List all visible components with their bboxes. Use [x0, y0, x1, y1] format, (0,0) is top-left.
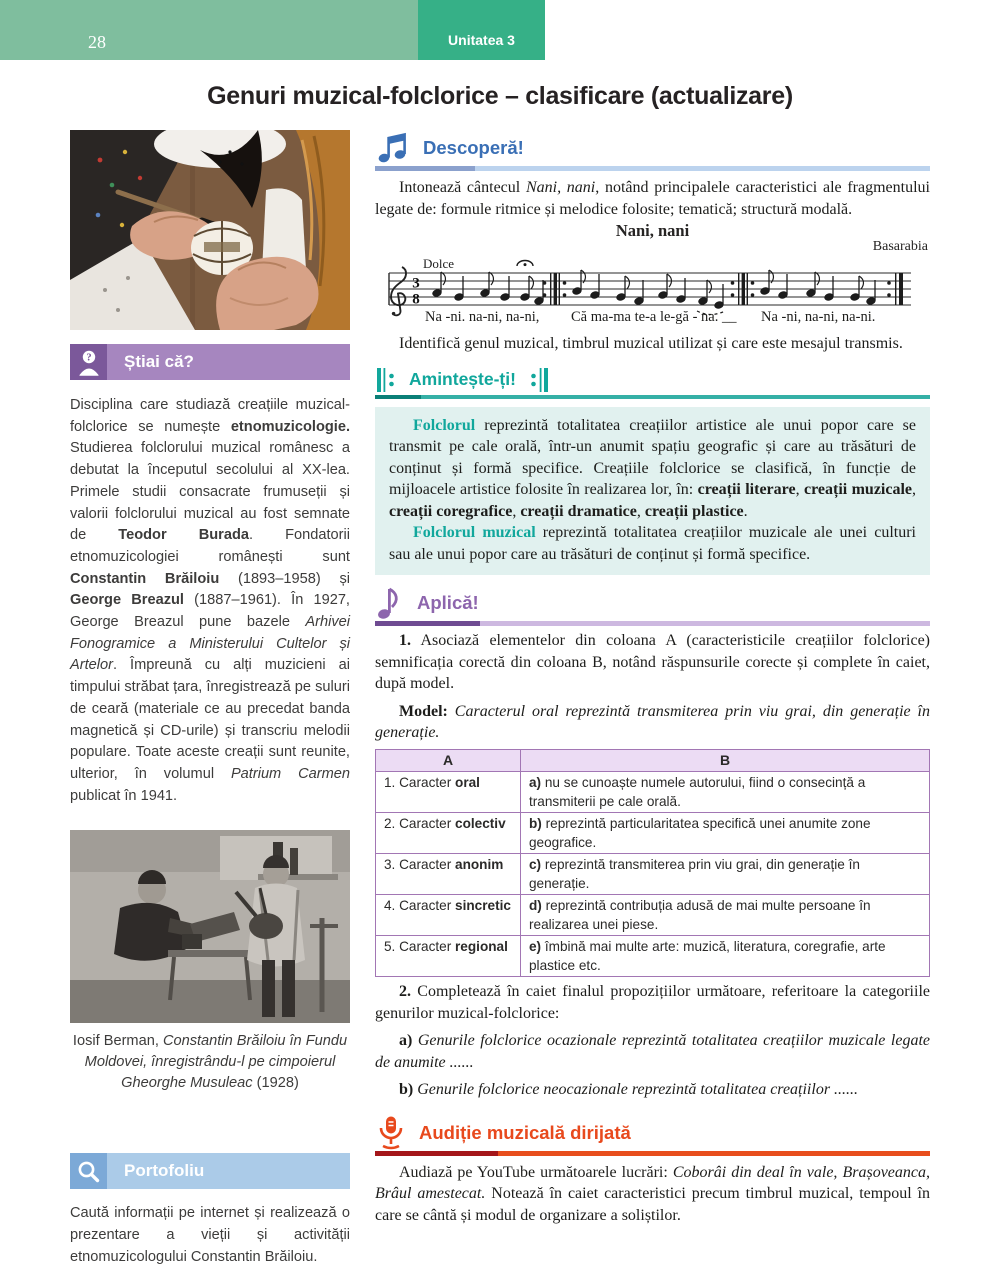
treble-clef	[391, 267, 406, 315]
cell-a4: 4. Caracter sincretic	[376, 895, 521, 936]
time-signature-bottom: 8	[412, 291, 420, 308]
left-column	[70, 130, 350, 1268]
table-row	[376, 813, 930, 854]
matching-table	[375, 749, 930, 978]
eighth-note-icon	[375, 585, 405, 621]
column-a-header: A	[376, 749, 521, 772]
cell-a2: 2. Caracter colectiv	[376, 813, 521, 854]
magnifier-icon	[70, 1153, 107, 1189]
portfolio-section-header	[70, 1153, 350, 1189]
table-header-row	[376, 749, 930, 772]
table-row	[376, 772, 930, 813]
table-row	[376, 854, 930, 895]
lyrics-phrase-3: Na -ni, na-ni, na-ni.	[761, 309, 876, 325]
cell-a3: 3. Caracter anonim	[376, 854, 521, 895]
header-band	[0, 0, 418, 60]
microphone-icon	[375, 1115, 407, 1151]
cell-b4: d) reprezintă contribuția adusă de mai multe persoane în realizarea unei piese.	[521, 895, 930, 936]
cell-a1: 1. Caracter oral	[376, 772, 521, 813]
page-number: 28	[88, 32, 106, 52]
know-paragraph: Disciplina care studiază creațiile muzical-folclorice se numește etnomuzicologie. Studierea folclorului muzical românesc a debutat la începutul secolului al XX-lea. Primele studii consacrate frumuseții și valorii folclorului muzical au fost semnate de Teodor Burada. Fondatorii etnomuzicologiei românești sunt Constantin Brăiloiu (1893–1958) și George Breazul (1887–1961). În 1927, George Breazul pune bazele Arhivei Fonogramice a Ministerului Cultelor și Artelor. Împreună cu alți muzicieni ai timpului străbat țara, înregistrează pe suluri de ceară (materiale ce au precedat banda magnetică și CD-urile) și transcriu melodii populare. Toate aceste creații sunt reunite, ulterior, în volumul Patrium Carmen publicat în 1941.	[70, 397, 350, 804]
discover-section-header	[375, 130, 930, 166]
apply-section-header	[375, 585, 930, 621]
portfolio-paragraph: Caută informații pe internet și realizează o prezentare a vieții și activității etnomuzicologului Constantin Brăiloiu.	[70, 1205, 350, 1265]
audition-section-header	[375, 1115, 930, 1151]
sheet-music	[375, 257, 920, 329]
table-row	[376, 895, 930, 936]
remember-box	[375, 407, 930, 576]
cell-b3: c) reprezintă transmiterea prin viu grai, din generație în generație.	[521, 854, 930, 895]
remember-section-header	[375, 365, 930, 395]
cell-b5: e) îmbină mai multe arte: muzică, literatura, coregrafie, arte plastice etc.	[521, 936, 930, 977]
remember-underline	[375, 395, 930, 399]
repeat-sign-close-icon	[528, 367, 550, 393]
right-column	[375, 130, 930, 1226]
discover-section-title: Descoperă!	[423, 137, 524, 158]
cell-a5: 5. Caracter regional	[376, 936, 521, 977]
cell-b1: a) nu se cunoaște numele autorului, fiind o consecință a transmiterii pe cale orală.	[521, 772, 930, 813]
remember-paragraph-2: Folclorul muzical reprezintă totalitatea creațiilor muzicale ale unei culturi sau ale unui popor care au trăsături de conținut și formă specifice.	[389, 524, 916, 563]
exercise-2: 2. Completează în caiet finalul propozițiilor următoare, referitoare la categoriile genurilor muzical-folclorice:	[375, 983, 930, 1022]
exercise-2b: b) Genurile folclorice neocazionale reprezintă totalitatea creațiilor ......	[399, 1081, 859, 1099]
question-glyph: ?	[85, 352, 92, 364]
tempo-marking: Dolce	[423, 257, 455, 271]
page-header	[0, 0, 1000, 60]
exercise-1-model: Model: Caracterul oral reprezintă transmiterea prin viu grai, din generație în generație.	[375, 702, 930, 741]
exercise-2a: a) Genurile folclorice ocazionale reprezintă totalitatea creațiilor muzicale legate de anumite ......	[375, 1032, 930, 1071]
song-title: Nani, nani	[615, 221, 690, 240]
apply-underline	[375, 621, 930, 626]
unit-tab: Unitatea 3	[418, 0, 545, 60]
know-section-title: Știai că?	[107, 344, 350, 380]
audition-underline	[375, 1151, 930, 1156]
remember-section-title: Amintește-ți!	[409, 369, 516, 389]
lyrics-phrase-1: Na -ni. na-ni, na-ni,	[425, 309, 540, 325]
discover-intro: Intonează cântecul Nani, nani, notând principalele caracteristici ale fragmentului legate de: formule ritmice și melodice folosite; tematică; structură modală.	[375, 179, 930, 218]
time-signature-top: 3	[412, 275, 420, 292]
column-b-header: B	[521, 749, 930, 772]
lyrics-phrase-2: Că ma-ma te-a le-gă - na. __	[571, 309, 737, 325]
photo-egg-decorating	[70, 130, 350, 330]
audition-section-title: Audiție muzicală dirijată	[419, 1121, 631, 1143]
discover-underline	[375, 166, 930, 171]
know-section-header	[70, 344, 350, 380]
audition-paragraph: Audiază pe YouTube următoarele lucrări: Coborâi din deal în vale, Brașoveanca, Brâul amestecat. Notează în caiet caracteristici precum timbrul muzical, tempoul în care se cântă și modul de organizare a soliștilor.	[375, 1163, 931, 1224]
table-row	[376, 936, 930, 977]
person-question-icon	[70, 344, 107, 380]
photo2-caption: Iosif Berman, Constantin Brăiloiu în Fundu Moldovei, înregistrându-l pe cimpoierul Gheorghe Musuleac (1928)	[72, 1033, 348, 1092]
repeat-sign-open-icon	[375, 367, 397, 393]
apply-section-title: Aplică!	[417, 592, 479, 613]
remember-paragraph-1: Folclorul reprezintă totalitatea creațiilor artistice ale unui popor care se transmit pe cale orală, într-un anumit spațiu geografic și care au trăsături de conținut și formă specifice. Creațiile folclorice se clasifică, în funcție de mijloacele artistice folosite în realizarea lor, în: creații literare, creații muzicale, creații coregrafice, creații dramatice, creații plastice.	[389, 416, 917, 520]
exercise-1: 1. Asociază elementelor din coloana A (caracteristicile creațiilor folclorice) semnificația corectă din coloana B, notând răspunsurile corecte și complete în caiet, după model.	[375, 632, 930, 692]
cell-b2: b) reprezintă particularitatea specifică unei anumite zone geografice.	[521, 813, 930, 854]
music-notes-icon	[375, 130, 411, 166]
portfolio-section-title: Portofoliu	[107, 1153, 350, 1189]
identify-paragraph: Identifică genul muzical, timbrul muzical utilizat și care este mesajul transmis.	[399, 335, 903, 352]
photo-brailoiu-recording	[70, 830, 350, 1023]
page-title: Genuri muzical-folclorice – clasificare (actualizare)	[207, 82, 793, 110]
song-region: Basarabia	[872, 239, 928, 254]
